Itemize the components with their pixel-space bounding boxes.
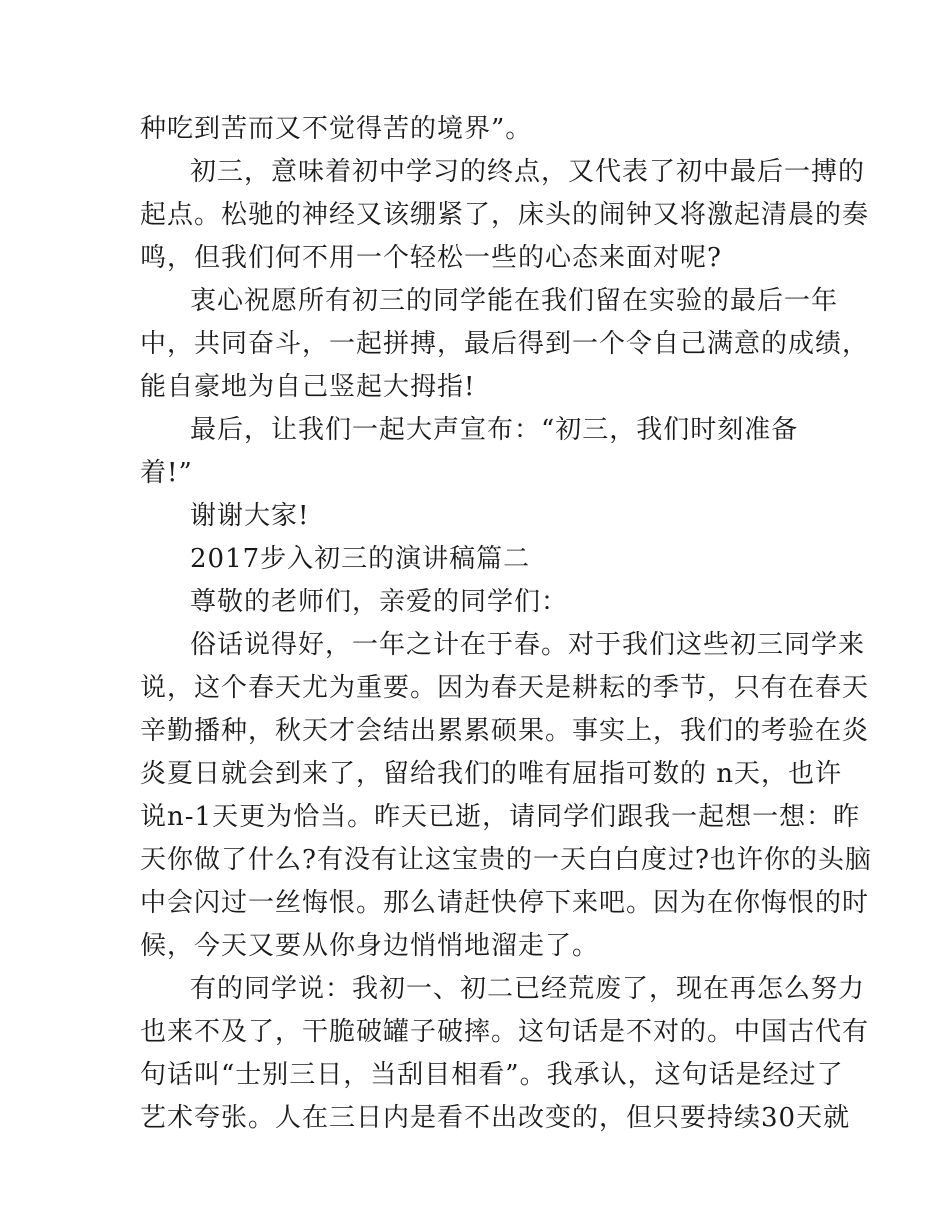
text-line: 炎夏日就会到来了，留给我们的唯有屈指可数的 n天，也许 xyxy=(140,759,843,789)
text-line: 说n-1天更为恰当。昨天已逝，请同学们跟我一起想一想：昨 xyxy=(140,802,861,832)
text-line: 也来不及了，干脆破罐子破摔。这句话是不对的。中国古代有 xyxy=(140,1017,870,1047)
text-line: 中会闪过一丝悔恨。那么请赶快停下来吧。因为在你悔恨的时 xyxy=(140,888,870,918)
paragraph-first-line: 谢谢大家! xyxy=(190,501,310,531)
salutation: 尊敬的老师们，亲爱的同学们： xyxy=(190,587,569,617)
text-line: 着!” xyxy=(140,458,193,488)
text-line: 说，这个春天尤为重要。因为春天是耕耘的季节，只有在春天 xyxy=(140,673,870,703)
paragraph-first-line: 俗话说得好，一年之计在于春。对于我们这些初三同学来 xyxy=(190,630,866,660)
text-line: 种吃到苦而又不觉得苦的境界”。 xyxy=(140,114,533,144)
text-line: 艺术夸张。人在三日内是看不出改变的，但只要持续30天就 xyxy=(140,1103,851,1133)
text-line: 辛勤播种，秋天才会结出累累硕果。事实上，我们的考验在炎 xyxy=(140,716,870,746)
text-line: 能自豪地为自己竖起大拇指! xyxy=(140,372,476,402)
text-line: 鸣，但我们何不用一个轻松一些的心态来面对呢? xyxy=(140,243,722,273)
text-line: 句话叫“士别三日，当刮目相看”。我承认，这句话是经过了 xyxy=(140,1060,844,1090)
text-line: 候，今天又要从你身边悄悄地溜走了。 xyxy=(140,931,600,961)
section-heading: 2017步入初三的演讲稿篇二 xyxy=(190,544,531,574)
paragraph-first-line: 初三，意味着初中学习的终点，又代表了初中最后一搏的 xyxy=(190,157,866,187)
paragraph-first-line: 有的同学说：我初一、初二已经荒废了，现在再怎么努力 xyxy=(190,974,866,1004)
text-line: 天你做了什么?有没有让这宝贵的一天白白度过?也许你的头脑 xyxy=(140,845,872,875)
paragraph-first-line: 最后，让我们一起大声宣布：“初三，我们时刻准备 xyxy=(190,415,799,445)
text-line: 中，共同奋斗，一起拼搏，最后得到一个令自己满意的成绩， xyxy=(140,329,870,359)
text-line: 起点。松驰的神经又该绷紧了，床头的闹钟又将激起清晨的奏 xyxy=(140,200,870,230)
paragraph-first-line: 衷心祝愿所有初三的同学能在我们留在实验的最后一年 xyxy=(190,286,839,316)
